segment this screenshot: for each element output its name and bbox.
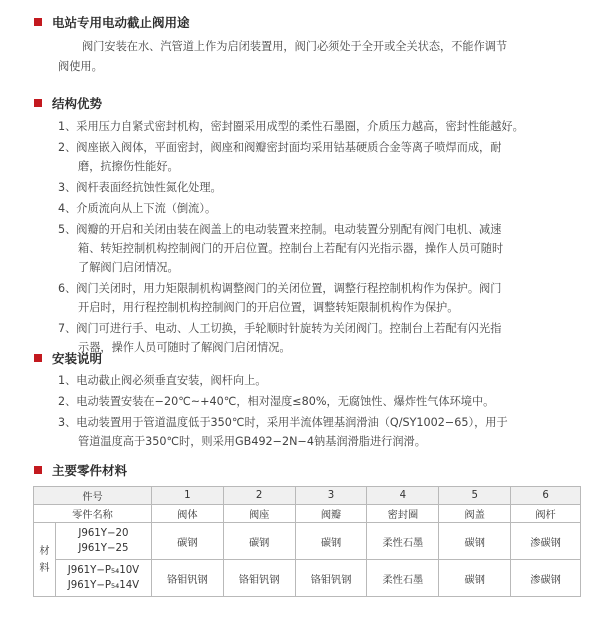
material-label: 材 料 — [34, 523, 56, 597]
table-row — [34, 560, 581, 597]
table-cell: 5 — [439, 487, 511, 505]
table-cell: 6 — [511, 487, 581, 505]
section-marker-icon — [34, 99, 42, 107]
section-marker-icon — [34, 18, 42, 26]
table-cell: 阀座 — [223, 505, 295, 523]
table-cell: 柔性石墨 — [367, 523, 439, 560]
list-item: 5、阀瓣的开启和关闭由装在阀盖上的电动装置来控制。电动装置分别配有阀门电机、减速 箱、转矩控制机构控制阀门的开启位置。控制台上若配有闪光指示器，操作人员可随时 了解阀门启闭情况。 — [58, 223, 504, 274]
install-list — [58, 371, 584, 453]
table-cell: 阀杆 — [511, 505, 581, 523]
table-row — [34, 523, 581, 560]
list-item: 1、采用压力自紧式密封机构，密封圈采用成型的柔性石墨圈，介质压力越高，密封性能越好。 — [58, 120, 524, 133]
section-marker-icon — [34, 354, 42, 362]
table-cell: 铬钼钒钢 — [295, 560, 367, 597]
list-item: 7、阀门可进行手、电动、人工切换，手轮顺时针旋转为关闭阀门。控制台上若配有闪光指 示器，操作人员可随时了解阀门启闭情况。 — [58, 322, 502, 354]
table-cell: 阀瓣 — [295, 505, 367, 523]
table-cell: 1 — [151, 487, 223, 505]
table-cell: 4 — [367, 487, 439, 505]
table-cell: 3 — [295, 487, 367, 505]
table-cell: 渗碳钢 — [511, 523, 581, 560]
list-item: 2、阀座嵌入阀体，平面密封，阀座和阀瓣密封面均采用钴基硬质合金等离子喷焊而成，耐 磨，抗擦伤性能好。 — [58, 141, 502, 173]
list-item: 3、阀杆表面经抗蚀性氮化处理。 — [58, 181, 222, 194]
table-cell: 2 — [223, 487, 295, 505]
purpose-text-line1: 阀门安装在水、汽管道上作为启闭装置用，阀门必须处于全开或全关状态，不能作调节 — [82, 40, 508, 53]
table-cell: 铬钼钒钢 — [223, 560, 295, 597]
table-cell: 柔性石墨 — [367, 560, 439, 597]
materials-table — [33, 486, 581, 597]
table-cell: 碳钢 — [223, 523, 295, 560]
table-header-row — [34, 487, 581, 505]
model-cell: J961Y−20 J961Y−25 — [55, 523, 151, 560]
list-item: 6、阀门关闭时，用力矩限制机构调整阀门的关闭位置，调整行程控制机构作为保护。阀门 开启时，用行程控制机构控制阀门的开启位置，调整转矩限制机构作为保护。 — [58, 282, 502, 314]
table-cell: 阀体 — [151, 505, 223, 523]
table-row — [34, 505, 581, 523]
table-cell: 铬钼钒钢 — [151, 560, 223, 597]
list-item: 3、电动装置用于管道温度低于350℃时，采用半流体锂基润滑油（Q/SY1002−65），用于 管道温度高于350℃时，则采用GB492−2N−4钠基润滑脂进行润滑。 — [58, 416, 508, 448]
list-item: 1、电动截止阀必须垂直安装，阀杆向上。 — [58, 374, 267, 387]
section-title-advantages: 结构优势 — [34, 94, 102, 112]
section-title-purpose: 电站专用电动截止阀用途 — [34, 13, 190, 31]
list-item: 2、电动装置安装在−20℃~+40℃，相对湿度≤80%，无腐蚀性、爆炸性气体环境中。 — [58, 395, 495, 408]
table-cell: 碳钢 — [295, 523, 367, 560]
table-cell: 碳钢 — [439, 523, 511, 560]
model-cell: J961Y−P₅₄10V J961Y−P₅₄14V — [55, 560, 151, 597]
section-marker-icon — [34, 466, 42, 474]
list-item: 4、介质流向从上下流（倒流）。 — [58, 202, 217, 215]
table-cell: 碳钢 — [151, 523, 223, 560]
section-title-install: 安装说明 — [34, 349, 102, 367]
purpose-text-line2: 阀使用。 — [58, 60, 103, 73]
part-name-label: 零件名称 — [34, 505, 152, 523]
part-no-label: 件号 — [34, 487, 152, 505]
table-cell: 密封圈 — [367, 505, 439, 523]
table-cell: 碳钢 — [439, 560, 511, 597]
advantages-list — [58, 117, 584, 359]
table-cell: 阀盖 — [439, 505, 511, 523]
section-title-materials: 主要零件材料 — [34, 461, 127, 479]
table-cell: 渗碳钢 — [511, 560, 581, 597]
